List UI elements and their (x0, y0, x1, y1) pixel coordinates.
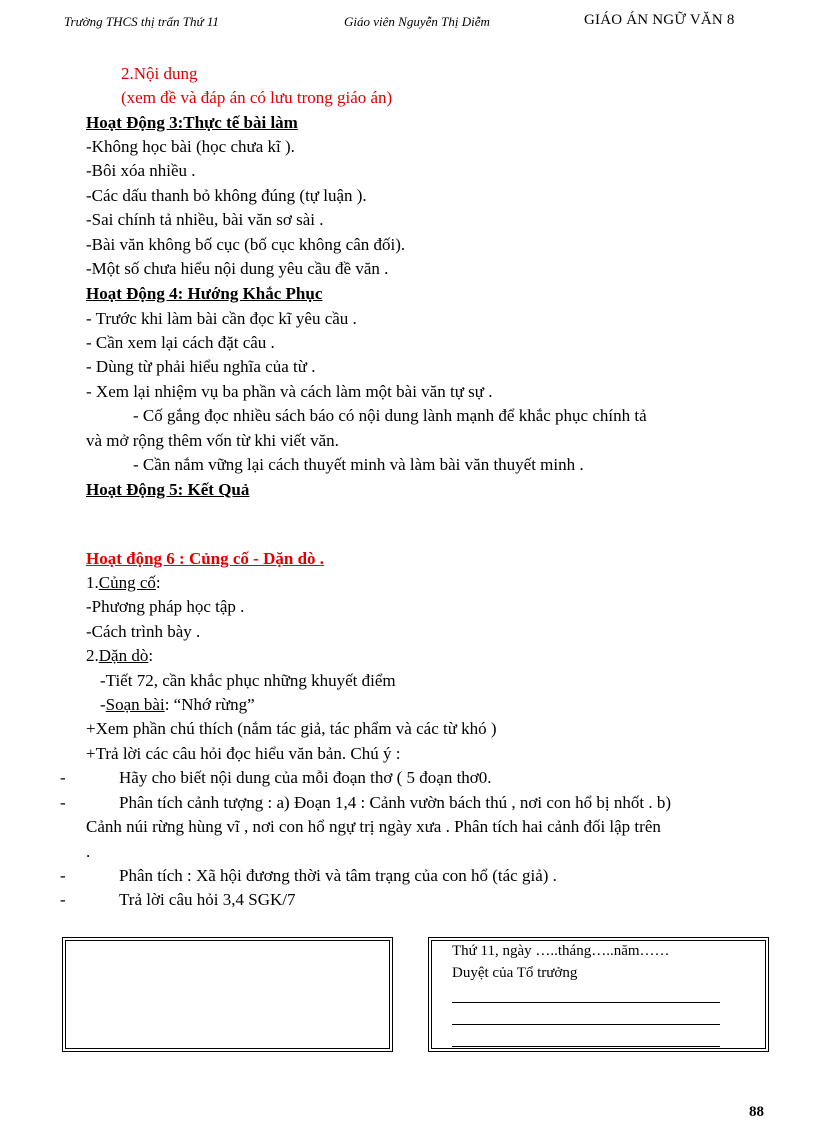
header-subject: GIÁO ÁN NGỮ VĂN 8 (584, 12, 735, 28)
activity4-item: - Xem lại nhiệm vụ ba phần và cách làm một bài văn tự sự . (86, 382, 493, 401)
assign-number: 2. (86, 646, 99, 665)
bullet-item-end: . (86, 842, 91, 861)
page-number: 88 (749, 1104, 764, 1120)
section2-note: (xem đề và đáp án có lưu trong giáo án) (121, 88, 393, 107)
consolidate-item: -Phương pháp học tập . (86, 597, 245, 616)
header-school: Trường THCS thị trấn Thứ 11 (64, 14, 219, 29)
activity4-paragraph: - Cần nắm vững lại cách thuyết minh và làm bài văn thuyết minh . (133, 455, 584, 474)
activity3-item: -Bôi xóa nhiều . (86, 161, 196, 180)
activity4-item: - Dùng từ phải hiểu nghĩa của từ . (86, 357, 316, 376)
consolidate-number: 1. (86, 573, 99, 592)
activity3-item: -Sai chính tả nhiều, bài văn sơ sài . (86, 210, 324, 229)
signature-line (452, 1024, 720, 1025)
assign-label: Dặn dò (98, 646, 149, 665)
signature-line (452, 1002, 720, 1003)
bullet-item-cont: Cảnh núi rừng hùng vĩ , nơi con hổ ngự trị ngày xưa . Phân tích hai cảnh đối lập trên (86, 817, 661, 836)
activity3-item: -Một số chưa hiểu nội dung yêu cầu đề văn . (86, 259, 389, 278)
consolidate-label: Củng cố (98, 573, 156, 592)
approval-date: Thứ 11, ngày …..tháng…..năm…… (452, 943, 670, 959)
plus-item: +Trả lời các câu hỏi đọc hiểu văn bản. Chú ý : (86, 744, 401, 763)
assign-heading (86, 646, 153, 666)
activity3-item: -Bài văn không bố cục (bố cục không cân đối). (86, 235, 406, 254)
activity4-item: - Cần xem lại cách đặt câu . (86, 333, 275, 352)
activity4-paragraph-cont: và mở rộng thêm vốn từ khi viết văn. (86, 431, 339, 450)
activity3-item: -Các dấu thanh bỏ không đúng (tự luận ). (86, 186, 367, 205)
assign-item (100, 695, 255, 715)
bullet-dash: - (60, 793, 66, 812)
plus-item: +Xem phần chú thích (nắm tác giả, tác phẩm và các từ khó ) (86, 719, 497, 738)
activity4-paragraph: - Cố gắng đọc nhiều sách báo có nội dung lành mạnh để khắc phục chính tả (133, 406, 647, 425)
section2-title: 2.Nội dung (121, 64, 198, 83)
activity3-title: Hoạt Động 3:Thực tế bài làm (86, 113, 298, 132)
bullet-dash: - (60, 890, 66, 909)
bullet-item: Hãy cho biết nội dung của mỗi đoạn thơ ( 5 đoạn thơ0. (119, 768, 492, 787)
consolidate-heading (86, 573, 161, 593)
assign-item-dash: - (100, 695, 106, 714)
left-note-box-inner (65, 940, 390, 1049)
bullet-item: Phân tích : Xã hội đương thời và tâm trạng của con hổ (tác giả) . (119, 866, 557, 885)
assign-colon: : (148, 646, 154, 665)
bullet-item: Phân tích cảnh tượng : a) Đoạn 1,4 : Cảnh vườn bách thú , nơi con hổ bị nhốt . b) (119, 793, 672, 812)
activity5-title: Hoạt Động 5: Kết Quả (86, 480, 250, 499)
bullet-dash: - (60, 768, 66, 787)
consolidate-colon: : (155, 573, 161, 592)
approval-title: Duyệt của Tổ trưởng (452, 965, 578, 981)
assign-item-label: Soạn bài (105, 695, 165, 714)
signature-line (452, 1046, 720, 1047)
assign-item-rest: : “Nhớ rừng” (164, 695, 255, 714)
header-teacher: Giáo viên Nguyễn Thị Diễm (344, 14, 490, 29)
assign-item: -Tiết 72, cần khắc phục những khuyết điểm (100, 671, 396, 690)
bullet-item: Trả lời câu hỏi 3,4 SGK/7 (119, 890, 296, 909)
bullet-dash: - (60, 866, 66, 885)
activity3-item: -Không học bài (học chưa kĩ ). (86, 137, 295, 156)
activity4-title: Hoạt Động 4: Hướng Khắc Phục (86, 284, 323, 303)
activity6-title: Hoạt động 6 : Củng cố - Dặn dò . (86, 549, 325, 568)
consolidate-item: -Cách trình bày . (86, 622, 201, 641)
activity4-item: - Trước khi làm bài cần đọc kĩ yêu cầu . (86, 309, 357, 328)
